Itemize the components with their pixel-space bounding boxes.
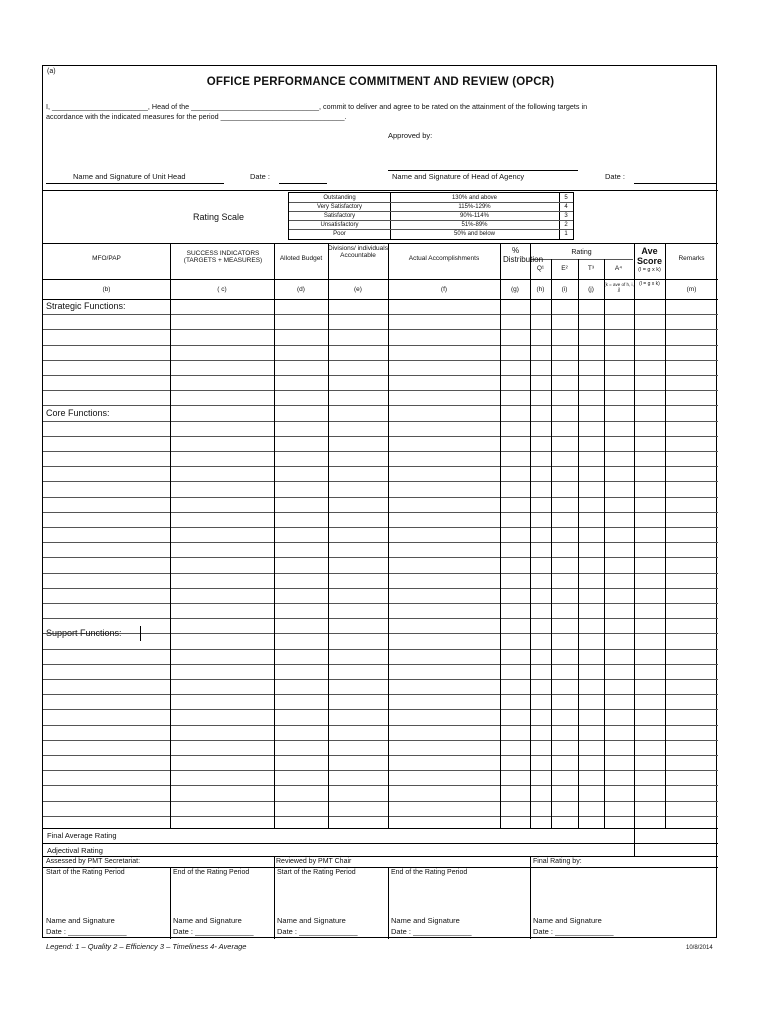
table-row-line bbox=[43, 466, 718, 467]
start-rating-period-1: Start of the Rating Period bbox=[46, 869, 125, 876]
date-line-1 bbox=[279, 183, 327, 184]
code-i: (i) bbox=[561, 286, 568, 293]
header-percent-distribution: % Distribution bbox=[503, 246, 544, 265]
table-row-line bbox=[43, 497, 718, 498]
rating-scale-table bbox=[288, 192, 574, 240]
table-row-line bbox=[43, 679, 718, 680]
table-column-line bbox=[665, 243, 666, 828]
section-support-functions: Support Functions: bbox=[46, 628, 122, 638]
table-row-line bbox=[43, 314, 718, 315]
scale-outstanding-score: 5 bbox=[564, 195, 568, 201]
table-row-line bbox=[43, 390, 718, 391]
table-row-line bbox=[43, 709, 718, 710]
end-rating-period-2: End of the Rating Period bbox=[391, 869, 468, 876]
header-rating-t: T³ bbox=[587, 265, 595, 272]
table-column-line bbox=[388, 243, 389, 828]
date-field-5: Date : ______________ bbox=[533, 927, 614, 936]
code-k: (k = ave of h, i, j) bbox=[604, 282, 634, 293]
scale-very-satisfactory-name: Very Satisfactory bbox=[316, 204, 363, 210]
scale-outstanding-range: 130% and above bbox=[451, 195, 498, 201]
table-row-line bbox=[43, 360, 718, 361]
unit-head-signature-line bbox=[46, 183, 224, 184]
table-row-line bbox=[43, 436, 718, 437]
name-signature-3: Name and Signature bbox=[277, 916, 346, 925]
version-date: 10/8/2014 bbox=[686, 945, 713, 951]
code-h: (h) bbox=[536, 286, 545, 293]
table-row-line bbox=[43, 329, 718, 330]
rating-scale-top-border bbox=[43, 190, 718, 191]
header-actual-accomplishments: Actual Accomplishments bbox=[408, 255, 480, 262]
footer-divider-4 bbox=[388, 867, 389, 939]
name-signature-1: Name and Signature bbox=[46, 916, 115, 925]
date-field-3: Date : ______________ bbox=[277, 927, 358, 936]
legend-text: Legend: 1 – Quality 2 – Efficiency 3 – Timeliness 4- Average bbox=[46, 942, 247, 951]
table-row-line bbox=[43, 816, 718, 817]
table-row-line bbox=[43, 740, 718, 741]
table-codes-line bbox=[43, 279, 718, 280]
code-d: (d) bbox=[297, 286, 305, 293]
header-ave-score: Ave Score bbox=[636, 246, 662, 267]
table-row-line bbox=[43, 633, 718, 634]
scale-poor-score: 1 bbox=[564, 231, 568, 237]
date-label-1: Date : bbox=[250, 172, 271, 181]
section-strategic-functions: Strategic Functions: bbox=[46, 301, 126, 311]
final-average-bottom-border bbox=[43, 843, 718, 844]
table-row-line bbox=[43, 451, 718, 452]
date-field-4: Date : ______________ bbox=[391, 927, 472, 936]
code-l: (l = g x k) bbox=[639, 281, 660, 287]
opcr-form bbox=[42, 65, 717, 938]
footer-divider-2 bbox=[530, 856, 531, 939]
support-functions-box-edge bbox=[140, 626, 141, 641]
table-row-line bbox=[43, 694, 718, 695]
code-f: (f) bbox=[440, 286, 448, 293]
table-row-line bbox=[43, 664, 718, 665]
header-rating-e: E² bbox=[561, 265, 568, 272]
table-header-bottom-border bbox=[43, 299, 718, 300]
table-row-line bbox=[43, 770, 718, 771]
scale-very-satisfactory-range: 115%-129% bbox=[458, 204, 491, 210]
form-number: (a) bbox=[47, 68, 56, 75]
scale-very-satisfactory-score: 4 bbox=[564, 204, 568, 210]
table-column-line bbox=[500, 243, 501, 828]
approved-by-label: Approved by: bbox=[388, 131, 433, 140]
table-row-line bbox=[43, 421, 718, 422]
date-label-2: Date : bbox=[605, 172, 626, 181]
rating-scale-label: Rating Scale bbox=[193, 212, 245, 222]
table-row-line bbox=[43, 785, 718, 786]
table-row-line bbox=[43, 573, 718, 574]
table-row-line bbox=[43, 557, 718, 558]
table-row-line bbox=[43, 603, 718, 604]
end-rating-period-1: End of the Rating Period bbox=[173, 869, 250, 876]
scale-poor-range: 50% and below bbox=[453, 231, 496, 237]
final-rating-by-label: Final Rating by: bbox=[533, 858, 582, 865]
agency-head-signature-label: Name and Signature of Head of Agency bbox=[392, 172, 525, 181]
footer-divider-3 bbox=[170, 867, 171, 939]
table-column-line bbox=[604, 259, 605, 828]
scale-poor-name: Poor bbox=[333, 231, 346, 237]
form-title: OFFICE PERFORMANCE COMMITMENT AND REVIEW (OPCR) bbox=[206, 76, 555, 88]
date-field-2: Date : ______________ bbox=[173, 927, 254, 936]
date-field-1: Date : ______________ bbox=[46, 927, 127, 936]
commitment-text-line2: accordance with the indicated measures for the period _______________________________. bbox=[46, 112, 347, 121]
code-j: (j) bbox=[588, 286, 594, 293]
table-header-top-border bbox=[43, 243, 718, 244]
code-g: (g) bbox=[511, 286, 519, 293]
final-average-rating-label: Final Average Rating bbox=[47, 831, 117, 840]
table-row-line bbox=[43, 512, 718, 513]
code-c: ( c) bbox=[217, 286, 227, 293]
table-row-line bbox=[43, 755, 718, 756]
table-row-line bbox=[43, 725, 718, 726]
table-row-line bbox=[43, 618, 718, 619]
header-rating-q: Q¹ bbox=[536, 265, 545, 272]
table-column-line bbox=[328, 243, 329, 828]
table-column-line bbox=[274, 243, 275, 828]
start-rating-period-2: Start of the Rating Period bbox=[277, 869, 356, 876]
table-row-line bbox=[43, 542, 718, 543]
assessed-row-bottom-border bbox=[43, 867, 718, 868]
table-row-line bbox=[43, 588, 718, 589]
table-column-line bbox=[170, 243, 171, 828]
date-line-2 bbox=[634, 183, 716, 184]
commitment-text-line1: I, ________________________, Head of the ________________________________, commit to deliver and agree to be rated on the attainment of the following targets in bbox=[46, 102, 588, 111]
reviewed-by-label: Reviewed by PMT Chair bbox=[276, 858, 352, 865]
scale-satisfactory-range: 90%-114% bbox=[460, 213, 489, 219]
agency-head-signature-line bbox=[388, 170, 578, 171]
header-alloted-budget: Alloted Budget bbox=[279, 255, 323, 262]
header-success-indicators: SUCCESS INDICATORS (TARGETS + MEASURES) bbox=[183, 250, 263, 265]
header-rating: Rating bbox=[571, 249, 592, 256]
table-row-line bbox=[43, 649, 718, 650]
footer-top-border bbox=[43, 828, 718, 829]
header-divisions: Divisions/ individuals Accountable bbox=[328, 245, 388, 260]
table-column-line bbox=[634, 243, 635, 828]
name-signature-2: Name and Signature bbox=[173, 916, 242, 925]
footer-divider-1 bbox=[274, 856, 275, 939]
code-b: (b) bbox=[102, 286, 111, 293]
assessed-by-label: Assessed by PMT Secretariat: bbox=[46, 858, 141, 865]
table-row-line bbox=[43, 801, 718, 802]
table-column-line bbox=[530, 243, 531, 828]
unit-head-signature-label: Name and Signature of Unit Head bbox=[73, 172, 186, 181]
name-signature-4: Name and Signature bbox=[391, 916, 460, 925]
adjectival-rating-label: Adjectival Rating bbox=[47, 846, 103, 855]
code-m: (m) bbox=[686, 286, 697, 293]
table-row-line bbox=[43, 527, 718, 528]
scale-outstanding-name: Outstanding bbox=[323, 195, 356, 201]
table-column-line bbox=[578, 259, 579, 828]
header-ave-formula: (l = g x k) bbox=[638, 267, 661, 273]
table-row-line bbox=[43, 375, 718, 376]
rating-subheader-line bbox=[530, 259, 633, 260]
scale-unsatisfactory-score: 2 bbox=[564, 222, 568, 228]
section-core-functions: Core Functions: bbox=[46, 408, 110, 418]
table-column-line bbox=[551, 259, 552, 828]
header-rating-a: A⁴ bbox=[614, 265, 623, 272]
name-signature-5: Name and Signature bbox=[533, 916, 602, 925]
scale-unsatisfactory-range: 51%-89% bbox=[461, 222, 488, 228]
code-e: (e) bbox=[354, 286, 362, 293]
scale-satisfactory-name: Satisfactory bbox=[323, 213, 356, 219]
scale-unsatisfactory-name: Unsatisfactory bbox=[320, 222, 359, 228]
table-row-line bbox=[43, 481, 718, 482]
table-row-line bbox=[43, 405, 718, 406]
header-mfo-pap: MFO/PAP bbox=[92, 255, 121, 262]
adjectival-bottom-border bbox=[43, 856, 718, 857]
scale-satisfactory-score: 3 bbox=[564, 213, 568, 219]
header-remarks: Remarks bbox=[678, 255, 705, 262]
table-row-line bbox=[43, 345, 718, 346]
final-rating-value-divider bbox=[634, 828, 635, 856]
